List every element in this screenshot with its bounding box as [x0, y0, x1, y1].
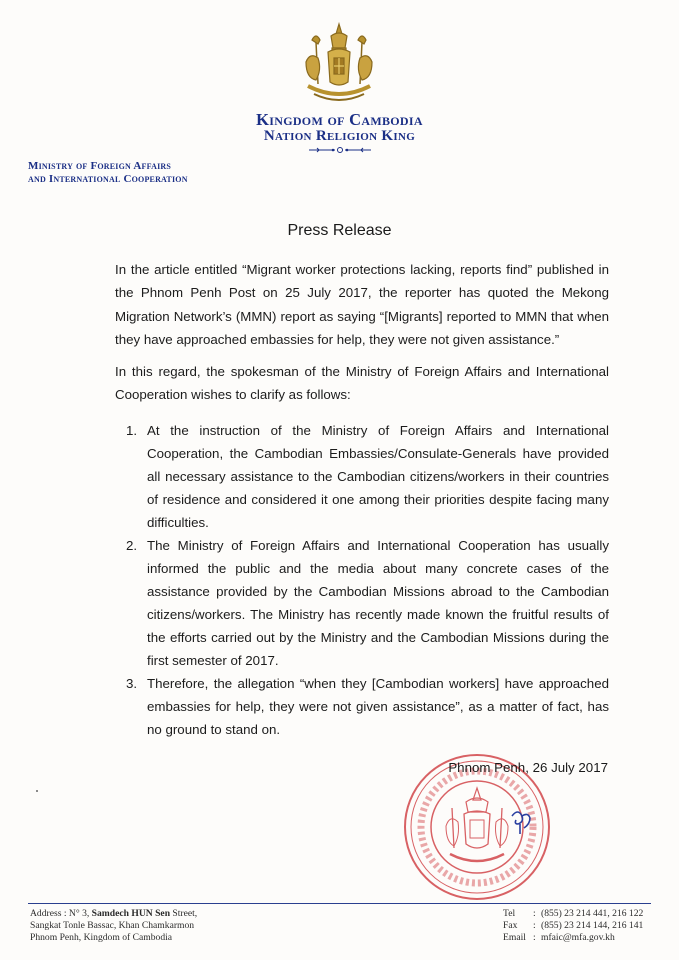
list-item: [120, 672, 609, 741]
list-number: 3.: [126, 676, 138, 691]
footer-contact: [503, 908, 643, 944]
email-label: Email: [503, 932, 526, 943]
kingdom-heading: Kingdom of Cambodia: [256, 110, 423, 129]
ornament-divider-icon: [307, 145, 373, 155]
address-line-3: Phnom Penh, Kingdom of Cambodia: [30, 932, 173, 943]
list-text: Therefore, the allegation “when they [Cambodian workers] have approached embassies for help, they were not given assistance”, as a matter of fact, has no ground to stand on.: [147, 676, 609, 737]
clarify-paragraph: In this regard, the spokesman of the Ministry of Foreign Affairs and International Cooperation wishes to clarify as follows:: [115, 364, 609, 403]
email-value: mfaic@mfa.gov.kh: [541, 932, 615, 943]
fax-label: Fax: [503, 920, 518, 931]
contact-email: Email : mfaic@mfa.gov.kh: [503, 932, 615, 943]
contact-fax: Fax : (855) 23 214 144, 216 141: [503, 920, 644, 931]
national-motto: Nation Religion King: [263, 128, 416, 144]
fax-value: (855) 23 214 144, 216 141: [541, 920, 644, 931]
paper-mark: [36, 790, 38, 792]
ministry-name: [28, 160, 188, 186]
tel-value: (855) 23 214 441, 216 122: [541, 908, 644, 919]
contact-tel: Tel : (855) 23 214 441, 216 122: [503, 908, 644, 919]
list-number: 1.: [126, 423, 138, 438]
address-street: Samdech HUN Sen: [91, 908, 171, 919]
place-and-date: Phnom Penh, 26 July 2017: [448, 760, 608, 775]
signature-icon: [508, 806, 534, 836]
intro-paragraph: In the article entitled “Migrant worker protections lacking, reports find” published in the Phnom Penh Post on 25 July 2017, the reporter has quoted the Mekong Migration Network’s (MMN) report as saying “[Migrants] reported to MMN that when they have approached embassies for help, they were not given assistance.”: [115, 262, 609, 347]
page-title: Press Release: [287, 222, 392, 239]
footer-divider: [28, 903, 651, 904]
ministry-line-2: and International Cooperation: [28, 173, 188, 185]
footer-address: [30, 908, 197, 944]
address-line-2: Sangkat Tonle Bassac, Khan Chamkarmon: [30, 920, 195, 931]
list-item: [120, 534, 609, 672]
list-text: At the instruction of the Ministry of Foreign Affairs and International Cooperation, the Cambodian Embassies/Consulate-Generals have provided all necessary assistance to the Cambodian citizens/workers in their countries of residence and considered it one among their priorities despite facing many difficulties.: [147, 423, 609, 530]
list-number: 2.: [126, 538, 138, 553]
royal-emblem-icon: [298, 22, 380, 108]
address-label: Address : N° 3,: [30, 908, 92, 919]
tel-label: Tel: [503, 908, 516, 919]
list-text: The Ministry of Foreign Affairs and International Cooperation has usually informed the public and the media about many concrete cases of the assistance provided by the Cambodian Missions abroad to the Cambodian citizens/workers. The Ministry has recently made known the fruitful results of the efforts carried out by the Ministry and the Cambodian Missions during the first semester of 2017.: [147, 538, 609, 668]
address-line-1: [30, 908, 197, 920]
list-item: [120, 419, 609, 534]
clarification-list: [120, 419, 609, 741]
ministry-line-1: Ministry of Foreign Affairs: [28, 160, 172, 172]
address-street-suffix: Street,: [170, 908, 198, 919]
